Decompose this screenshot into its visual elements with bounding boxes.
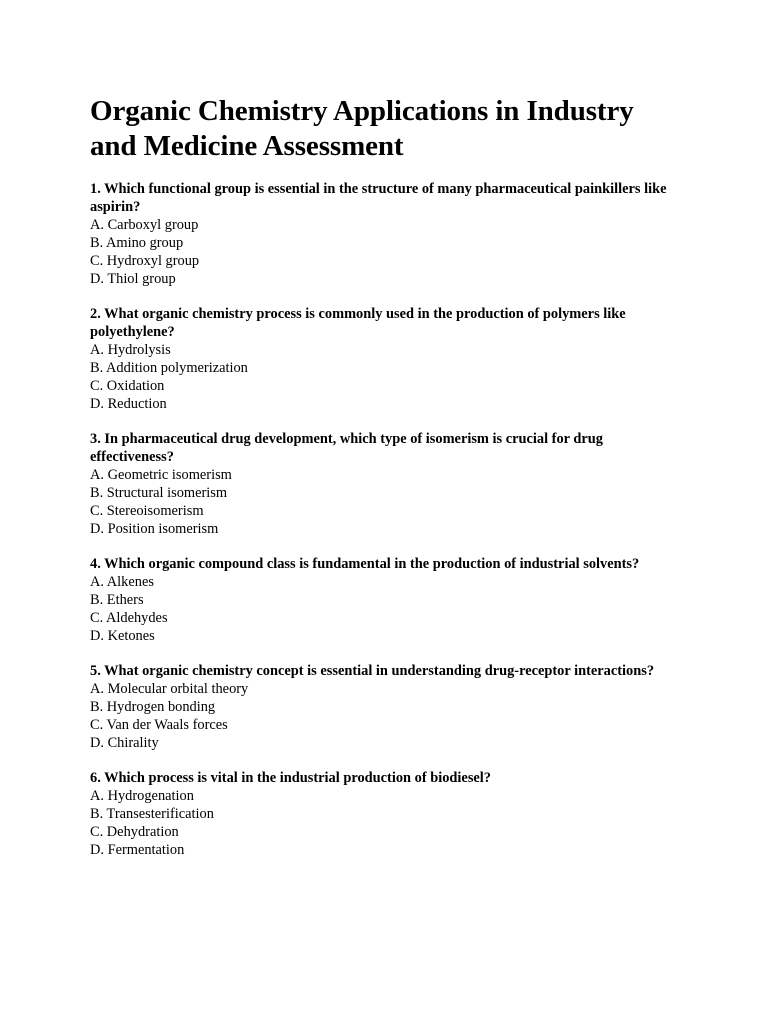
answer-option-d: D. Chirality [90,734,159,751]
answer-option-a: A. Geometric isomerism [90,466,232,483]
answer-option-b: B. Addition polymerization [90,359,248,376]
answer-option-b: B. Amino group [90,234,184,251]
question-list [90,181,680,860]
answer-options [90,342,680,414]
answer-option-c: C. Aldehydes [90,609,168,626]
question-text: 2. What organic chemistry process is commonly used in the production of polymers like polyethylene? [90,306,626,340]
document-title: Organic Chemistry Applications in Industry and Medicine Assessment [90,95,634,162]
question-text: 6. Which process is vital in the industrial production of biodiesel? [90,770,491,787]
question-5 [90,663,680,753]
question-4 [90,556,680,646]
question-text: 4. Which organic compound class is fundamental in the production of industrial solvents? [90,556,640,573]
answer-option-d: D. Fermentation [90,841,185,858]
question-6 [90,770,680,860]
answer-option-d: D. Position isomerism [90,520,219,537]
answer-options [90,217,680,289]
answer-options [90,467,680,539]
answer-options [90,788,680,860]
answer-options [90,574,680,646]
answer-option-b: B. Transesterification [90,806,214,823]
answer-option-c: C. Stereoisomerism [90,502,204,519]
answer-option-d: D. Ketones [90,627,155,644]
question-text: 1. Which functional group is essential in the structure of many pharmaceutical painkillers like aspirin? [90,181,667,215]
answer-option-b: B. Hydrogen bonding [90,699,216,716]
question-text: 3. In pharmaceutical drug development, which type of isomerism is crucial for drug effectiveness? [90,431,603,465]
answer-option-c: C. Oxidation [90,377,165,394]
answer-option-a: A. Hydrolysis [90,341,171,358]
answer-option-d: D. Thiol group [90,270,176,287]
answer-option-c: C. Hydroxyl group [90,252,200,269]
answer-option-b: B. Structural isomerism [90,484,228,501]
question-2 [90,306,680,413]
answer-option-a: A. Hydrogenation [90,788,194,805]
answer-option-a: A. Carboxyl group [90,216,199,233]
question-text: 5. What organic chemistry concept is essential in understanding drug-receptor interactions? [90,663,655,680]
answer-option-d: D. Reduction [90,395,167,412]
answer-option-a: A. Molecular orbital theory [90,681,249,698]
document-content [90,94,680,877]
answer-option-b: B. Ethers [90,591,144,608]
question-3 [90,431,680,538]
answer-option-a: A. Alkenes [90,574,154,590]
answer-options [90,681,680,753]
answer-option-c: C. Dehydration [90,824,179,841]
answer-option-c: C. Van der Waals forces [90,716,228,733]
question-1 [90,181,680,288]
